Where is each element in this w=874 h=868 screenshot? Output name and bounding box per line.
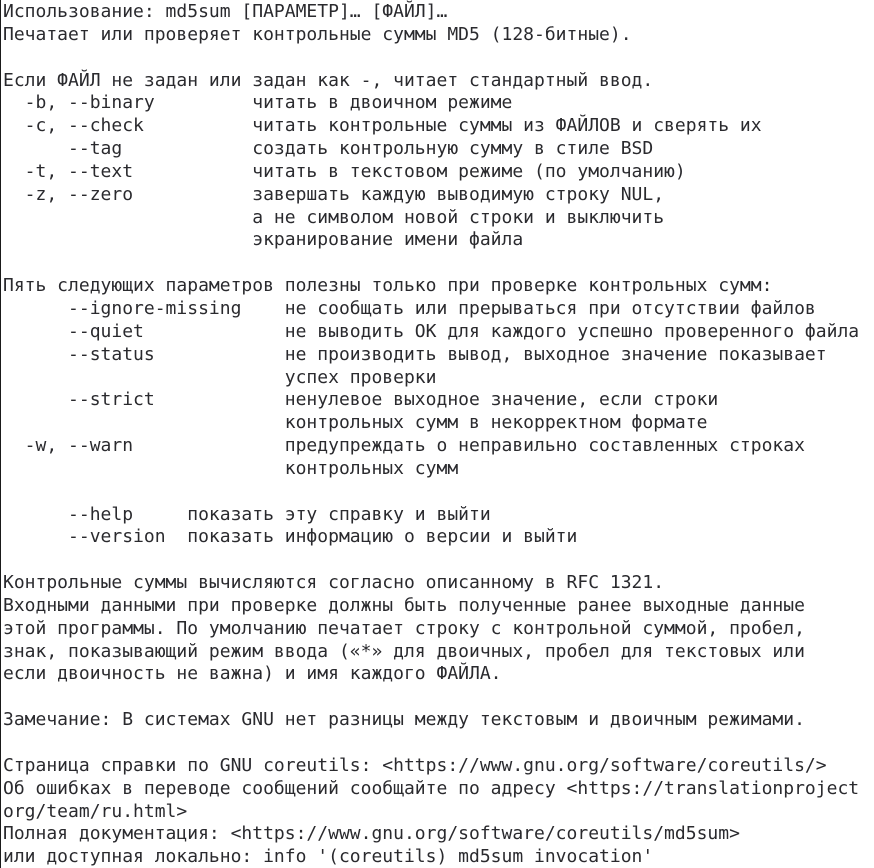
terminal-line: Замечание: В системах GNU нет разницы между текстовым и двоичным режимами. — [3, 709, 805, 731]
terminal-line: --help показать эту справку и выйти — [3, 503, 491, 525]
terminal-line: --status не производить вывод, выходное значение показывает — [3, 343, 827, 365]
terminal-line: -c, --check читать контрольные суммы из ФАЙЛОВ и сверять их — [3, 115, 762, 137]
terminal-line: -z, --zero завершать каждую выводимую строку NUL, — [3, 183, 665, 205]
terminal-line: успех проверки — [3, 366, 437, 388]
terminal-line: --tag создать контрольную сумму в стиле BSD — [3, 138, 654, 160]
terminal-line: или доступная локально: info '(coreutils) md5sum invocation' — [3, 846, 654, 868]
terminal-line: экранирование имени файла — [3, 229, 524, 251]
terminal-line: Входными данными при проверке должны быть полученные ранее выходные данные — [3, 594, 805, 616]
terminal-line: --version показать информацию о версии и выйти — [3, 526, 578, 548]
terminal-line — [3, 481, 874, 504]
terminal-line: Контрольные суммы вычисляются согласно описанному в RFC 1321. — [3, 572, 665, 594]
terminal-line: -b, --binary читать в двоичном режиме — [3, 92, 513, 114]
terminal-line — [3, 686, 874, 709]
terminal-line: контрольных сумм — [3, 457, 459, 479]
terminal-line: -w, --warn предупреждать о неправильно составленных строках — [3, 435, 805, 457]
terminal-output — [1, 0, 874, 868]
terminal-line: --quiet не выводить OK для каждого успешно проверенного файла — [3, 320, 860, 342]
terminal-line: Использование: md5sum [ПАРАМЕТР]… [ФАЙЛ]… — [3, 1, 448, 22]
terminal-line — [3, 732, 874, 755]
terminal-line — [3, 47, 874, 70]
terminal-line — [3, 252, 874, 275]
terminal-line: Печатает или проверяет контрольные суммы MD5 (128-битные). — [3, 23, 632, 45]
terminal-line: контрольных сумм в некорректном формате — [3, 412, 708, 434]
terminal-line: знак, показывающий режим ввода («*» для двоичных, пробел для текстовых или — [3, 640, 805, 662]
terminal-line: Страница справки по GNU coreutils: <https://www.gnu.org/software/coreutils/> — [3, 754, 827, 776]
terminal-line: Об ошибках в переводе сообщений сообщайте по адресу <https://translationproject — [3, 777, 860, 799]
terminal-line: если двоичность не важна) и имя каждого ФАЙЛА. — [3, 663, 502, 685]
terminal-line: -t, --text читать в текстовом режиме (по умолчанию) — [3, 160, 686, 182]
terminal-line: --ignore-missing не сообщать или прерываться при отсутствии файлов — [3, 297, 816, 319]
terminal-line: Если ФАЙЛ не задан или задан как -, читает стандартный ввод. — [3, 69, 654, 91]
terminal-line: а не символом новой строки и выключить — [3, 206, 665, 228]
terminal-line: org/team/ru.html> — [3, 800, 188, 822]
terminal-line: этой программы. По умолчанию печатает строку с контрольной суммой, пробел, — [3, 617, 805, 639]
terminal-line: Полная документация: <https://www.gnu.org/software/coreutils/md5sum> — [3, 823, 740, 845]
terminal-line: --strict ненулевое выходное значение, если строки — [3, 389, 719, 411]
terminal-line — [3, 549, 874, 572]
terminal-line: Пять следующих параметров полезны только при проверке контрольных сумм: — [3, 275, 773, 297]
